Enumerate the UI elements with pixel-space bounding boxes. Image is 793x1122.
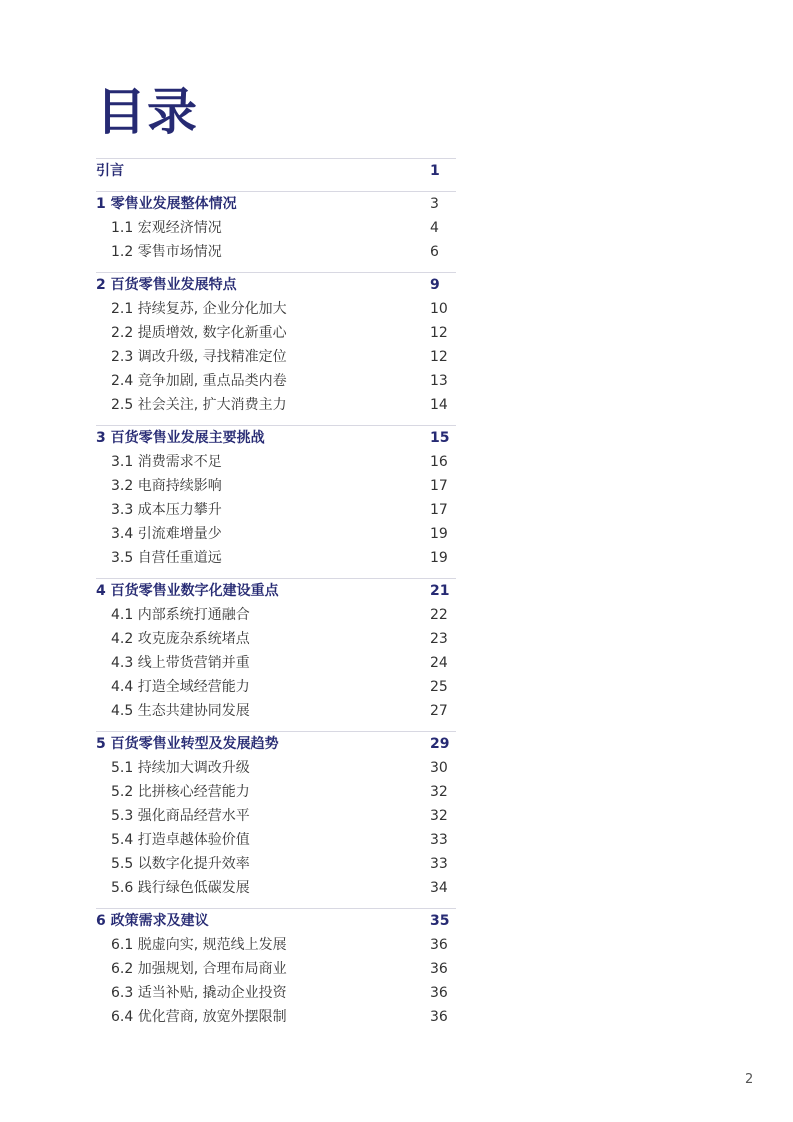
toc-item-label: 2.5 社会关注, 扩大消费主力 <box>111 397 287 413</box>
toc-page-number: 12 <box>430 349 448 365</box>
toc-item[interactable] <box>96 1005 456 1029</box>
toc-item-label: 6.1 脱虚向实, 规范线上发展 <box>111 937 287 953</box>
toc-section-3[interactable] <box>96 426 456 450</box>
toc-item-label: 4.4 打造全域经营能力 <box>111 679 250 695</box>
toc-page-number: 1 <box>430 163 440 179</box>
toc-item-label: 5.1 持续加大调改升级 <box>111 760 250 776</box>
toc-page-number: 22 <box>430 607 448 623</box>
toc-item[interactable] <box>96 603 456 627</box>
toc-item[interactable] <box>96 297 456 321</box>
toc-item[interactable] <box>96 852 456 876</box>
toc-page-number: 10 <box>430 301 448 317</box>
toc-page-number: 25 <box>430 679 448 695</box>
toc-item[interactable] <box>96 828 456 852</box>
toc-page-number: 15 <box>430 430 450 446</box>
toc-item[interactable] <box>96 627 456 651</box>
toc-section-label: 6 政策需求及建议 <box>96 913 209 929</box>
toc-item-label: 3.4 引流难增量少 <box>111 526 222 542</box>
toc-item[interactable] <box>96 675 456 699</box>
toc-section-label: 引言 <box>96 163 124 179</box>
toc-page-number: 14 <box>430 397 448 413</box>
toc-item[interactable] <box>96 699 456 723</box>
toc-item[interactable] <box>96 957 456 981</box>
toc-page-number: 12 <box>430 325 448 341</box>
toc-item-label: 5.5 以数字化提升效率 <box>111 856 250 872</box>
toc-page-number: 36 <box>430 937 448 953</box>
page-title: 目录 <box>96 83 198 141</box>
toc-page-number: 21 <box>430 583 450 599</box>
toc-section-1[interactable] <box>96 192 456 216</box>
toc-item-label: 4.5 生态共建协同发展 <box>111 703 250 719</box>
toc-item-label: 6.4 优化营商, 放宽外摆限制 <box>111 1009 287 1025</box>
toc-item-label: 3.2 电商持续影响 <box>111 478 222 494</box>
toc-item[interactable] <box>96 981 456 1005</box>
toc-item[interactable] <box>96 804 456 828</box>
toc-page-number: 33 <box>430 832 448 848</box>
toc-item-label: 6.2 加强规划, 合理布局商业 <box>111 961 287 977</box>
toc-item[interactable] <box>96 651 456 675</box>
toc-page-number: 27 <box>430 703 448 719</box>
toc-page-number: 19 <box>430 550 448 566</box>
toc-page-number: 33 <box>430 856 448 872</box>
toc-section-intro[interactable] <box>96 159 456 183</box>
toc-item-label: 2.2 提质增效, 数字化新重心 <box>111 325 287 341</box>
toc-page-number: 17 <box>430 502 448 518</box>
toc-section-label: 5 百货零售业转型及发展趋势 <box>96 736 279 752</box>
toc-item[interactable] <box>96 876 456 900</box>
toc-item[interactable] <box>96 780 456 804</box>
toc-page-number: 16 <box>430 454 448 470</box>
toc-section-label: 2 百货零售业发展特点 <box>96 277 237 293</box>
toc-item-label: 4.1 内部系统打通融合 <box>111 607 250 623</box>
toc-section-6[interactable] <box>96 909 456 933</box>
toc-page-number: 30 <box>430 760 448 776</box>
toc-page-number: 9 <box>430 277 440 293</box>
page-number: 2 <box>745 1072 754 1087</box>
toc-item[interactable] <box>96 345 456 369</box>
toc-item-label: 3.3 成本压力攀升 <box>111 502 222 518</box>
toc-item-label: 5.6 践行绿色低碳发展 <box>111 880 250 896</box>
toc-item-label: 3.5 自营任重道远 <box>111 550 222 566</box>
toc-page-number: 34 <box>430 880 448 896</box>
toc-item[interactable] <box>96 393 456 417</box>
toc-page-number: 17 <box>430 478 448 494</box>
toc-item[interactable] <box>96 369 456 393</box>
toc-item[interactable] <box>96 933 456 957</box>
toc-item[interactable] <box>96 240 456 264</box>
toc-item-label: 2.4 竞争加剧, 重点品类内卷 <box>111 373 287 389</box>
toc-item-label: 4.2 攻克庞杂系统堵点 <box>111 631 250 647</box>
toc-item-label: 5.2 比拼核心经营能力 <box>111 784 250 800</box>
toc-page-number: 4 <box>430 220 439 236</box>
toc-item-label: 1.2 零售市场情况 <box>111 244 222 260</box>
table-of-contents <box>96 158 456 1029</box>
toc-section-4[interactable] <box>96 579 456 603</box>
toc-item[interactable] <box>96 450 456 474</box>
toc-page-number: 36 <box>430 985 448 1001</box>
toc-page-number: 36 <box>430 1009 448 1025</box>
toc-item-label: 5.3 强化商品经营水平 <box>111 808 250 824</box>
toc-item[interactable] <box>96 498 456 522</box>
toc-item[interactable] <box>96 522 456 546</box>
toc-item-label: 2.1 持续复苏, 企业分化加大 <box>111 301 287 317</box>
toc-page-number: 29 <box>430 736 450 752</box>
toc-item-label: 4.3 线上带货营销并重 <box>111 655 250 671</box>
toc-item[interactable] <box>96 474 456 498</box>
toc-item-label: 5.4 打造卓越体验价值 <box>111 832 250 848</box>
toc-item-label: 3.1 消费需求不足 <box>111 454 222 470</box>
toc-page-number: 19 <box>430 526 448 542</box>
toc-section-label: 1 零售业发展整体情况 <box>96 196 237 212</box>
toc-section-label: 4 百货零售业数字化建设重点 <box>96 583 279 599</box>
toc-item[interactable] <box>96 546 456 570</box>
toc-page-number: 32 <box>430 808 448 824</box>
toc-section-5[interactable] <box>96 732 456 756</box>
toc-item[interactable] <box>96 321 456 345</box>
toc-section-label: 3 百货零售业发展主要挑战 <box>96 430 265 446</box>
toc-item-label: 1.1 宏观经济情况 <box>111 220 222 236</box>
toc-page-number: 23 <box>430 631 448 647</box>
toc-page-number: 13 <box>430 373 448 389</box>
toc-section-2[interactable] <box>96 273 456 297</box>
toc-item-label: 6.3 适当补贴, 撬动企业投资 <box>111 985 287 1001</box>
toc-page-number: 36 <box>430 961 448 977</box>
toc-page-number: 3 <box>430 196 439 212</box>
toc-page-number: 32 <box>430 784 448 800</box>
toc-item-label: 2.3 调改升级, 寻找精准定位 <box>111 349 287 365</box>
toc-page-number: 24 <box>430 655 448 671</box>
toc-page-number: 6 <box>430 244 439 260</box>
toc-item[interactable] <box>96 756 456 780</box>
toc-item[interactable] <box>96 216 456 240</box>
toc-page-number: 35 <box>430 913 450 929</box>
